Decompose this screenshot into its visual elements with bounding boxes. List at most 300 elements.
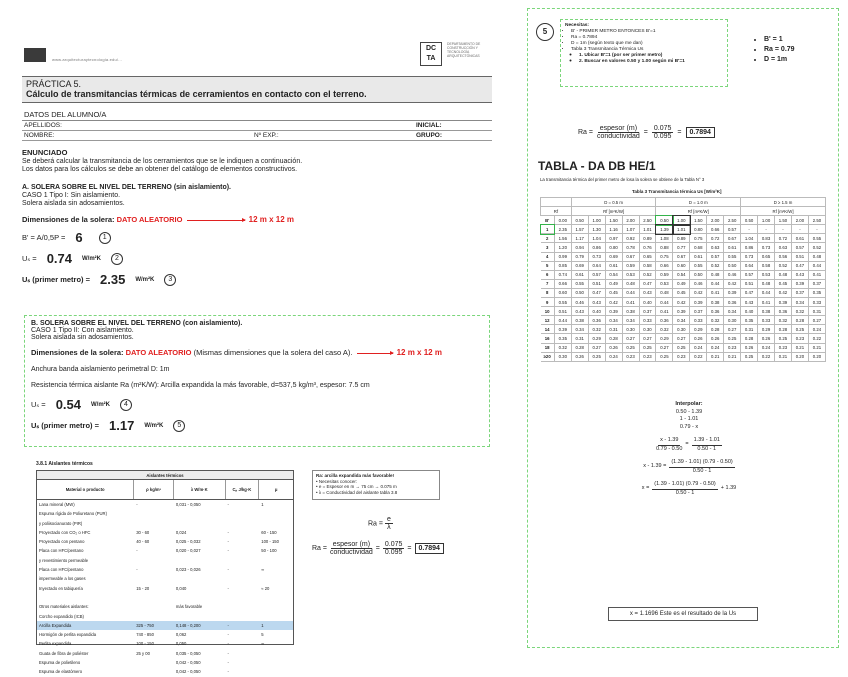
table-cell: 0.48 (758, 279, 775, 288)
table-cell (174, 509, 226, 518)
table-cell: Proyectado con pentano (39, 539, 85, 545)
table-cell: 0.63 (775, 243, 792, 252)
table-header: D ≥ 1.5 m (741, 198, 826, 207)
table-cell: 0.30 (673, 325, 690, 334)
table-cell: 0.41 (622, 298, 639, 307)
table-cell: 0.31 (741, 325, 758, 334)
table-cell: 1 (541, 225, 555, 234)
table-cell: - (227, 539, 229, 545)
table-cell: 0.46 (690, 279, 707, 288)
aislantes-table-title: Aislantes térmicos (37, 471, 293, 480)
table-cell: 0.32 (775, 316, 792, 325)
table-cell: 0,148 - 0,200 (175, 622, 201, 628)
table-cell: Corcho expandido (ICB) (39, 613, 84, 619)
table-cell: 0.28 (791, 316, 808, 325)
transmitancia-table (540, 197, 826, 362)
table-cell: 0.44 (707, 279, 724, 288)
table-cell: 0.45 (775, 279, 792, 288)
table-cell: 0.26 (741, 343, 758, 352)
table-cell: 8 (541, 288, 555, 297)
table-header: Rf [m²K/W] (656, 207, 741, 216)
table-cell: 0.36 (588, 316, 605, 325)
table-cell (259, 574, 293, 583)
table-cell (259, 519, 293, 528)
table-cell: 0.48 (775, 270, 792, 279)
enunciado (22, 149, 492, 174)
needs-list (571, 29, 723, 65)
ra-calculation-right: Ra = $\frac{\text{espesor (m)}}{\text{conductividad}}$ = $\frac{0.075}{0.095}$ = 0.7894 (578, 125, 715, 140)
nombre-field[interactable]: NOMBRE: (24, 132, 55, 140)
table-cell: 0.44 (554, 316, 571, 325)
table-cell: ≈ 20 (261, 585, 270, 591)
table-cell: 0,024 (175, 529, 187, 535)
table-cell (174, 612, 226, 621)
table-cell: 0.27 (588, 343, 605, 352)
table-cell: 0.31 (605, 325, 622, 334)
step-circle: 5 (536, 23, 554, 41)
table-header: D = 0.5 m (571, 198, 656, 207)
table-cell: 1.04 (588, 234, 605, 243)
table-cell: 0.30 (622, 325, 639, 334)
table-cell (226, 509, 260, 518)
table-header: 1.00 (758, 216, 775, 225)
table-row (37, 574, 293, 583)
ra-notes-box: Ra: arcilla expandida más favorable! • Necesitas conocer: • e = Espesor en m → 75 cm → 0.075 m • λ = Conductividad del aislante tabla 3.8 (312, 470, 440, 500)
table-cell: 0.38 (622, 307, 639, 316)
table-cell: - (136, 502, 138, 507)
table-cell: 0.73 (588, 252, 605, 261)
table-cell: 0.25 (639, 343, 656, 352)
table-cell: 0.36 (775, 307, 792, 316)
needs-box: Necesitas: • B' - PRIMER METRO ENTONCES B'=1 • Ra = 0.7894 • D = 1m (según texto que me dan) • Tabla 3 Transmitancia Térmica Us ◦ 1. Ubicar B'=1 (por ser primer metro) ◦ 2. Buscar en valores 0.50 y 1.00 según mi B'=1 (560, 19, 728, 87)
table-cell: 0.34 (724, 307, 741, 316)
table-cell: 0.73 (758, 243, 775, 252)
table-cell: 0.66 (554, 279, 571, 288)
table-cell: Placa con HFC/pentano (39, 567, 84, 573)
table-cell (226, 519, 260, 528)
table-cell: 12 (541, 316, 555, 325)
table-row (37, 667, 293, 676)
table-cell: 1 (261, 502, 264, 507)
table-cell: 0.61 (690, 252, 707, 261)
table-cell: 0,035 - 0,050 (175, 650, 201, 656)
table-cell (134, 602, 174, 611)
table-cell: 9 (541, 298, 555, 307)
list-item: • B' - PRIMER METRO ENTONCES B'=1 (571, 29, 723, 35)
table-cell: 0.48 (707, 270, 724, 279)
table-cell: 30 - 60 (136, 529, 150, 535)
table-cell: 0.25 (741, 352, 758, 361)
us1-line: Uₛ (primer metro) = 2.35 W/m²K 3 (22, 273, 492, 288)
table-cell: 0.51 (741, 279, 758, 288)
table-cell: 0.27 (724, 325, 741, 334)
table-cell: 0.51 (791, 252, 808, 261)
table-header: 1.00 (588, 216, 605, 225)
table-cell: - (758, 225, 775, 234)
table-cell: 0.43 (791, 270, 808, 279)
table-row (37, 658, 293, 667)
anchura: Anchura banda aislamiento perimetral D: 1m (31, 366, 170, 373)
step-circle: 1 (99, 232, 111, 244)
table-cell: 0.45 (673, 288, 690, 297)
table-row (37, 584, 293, 593)
table-cell: 0.69 (571, 261, 588, 270)
table-cell (259, 658, 293, 667)
table-cell: 0.59 (656, 270, 673, 279)
table-cell: 0.26 (707, 334, 724, 343)
table-cell: Hormigón de perlita expandida (39, 632, 97, 638)
table-cell: Espuma rígida de Poliuretano (PUR) (39, 511, 107, 517)
table-cell: 0.44 (758, 288, 775, 297)
list-item: • D = 1m (según texto que me dan) (571, 41, 723, 47)
table-cell: 0.39 (673, 307, 690, 316)
table-cell (37, 593, 134, 602)
table-cell: 0.68 (690, 243, 707, 252)
table-cell: 16 (541, 334, 555, 343)
table-cell: 0.23 (639, 352, 656, 361)
step-circle: 4 (120, 399, 132, 411)
table-cell: 0.24 (707, 343, 724, 352)
table-cell: 0.32 (791, 307, 808, 316)
table-cell: 6 (541, 270, 555, 279)
table-cell: - (227, 669, 229, 675)
table-row (541, 288, 826, 297)
interpolation: Interpolar: 0.50 - 1.39 1 - 1.01 0.79 - x $\frac{x - 1.39}{0.79 - 0.50}$ = $\frac{1.39 - 1.01}{0.50 - 1}$ x - 1.39 = $\frac{(1.39 - 1.01) (0.79 - 0.50)}{0.50 - 1}$ x = $\frac{(1.39 - 1.01) (0.79 - 0.50)}{0.50 - 1}$ + 1.39 (641, 401, 737, 496)
table-cell: 0.41 (758, 298, 775, 307)
us-value: 0.74 (46, 250, 72, 266)
table-cell: 0.33 (758, 316, 775, 325)
table-cell: 100 - 150 (136, 641, 154, 647)
table-cell: 0.88 (656, 243, 673, 252)
table-header: 2.00 (707, 216, 724, 225)
step-circle: 5 (173, 420, 185, 432)
table-cell: 1.57 (571, 225, 588, 234)
table-cell: 0.27 (808, 316, 825, 325)
table-row (541, 270, 826, 279)
table-cell: - (227, 502, 229, 507)
table-cell: 0.57 (724, 225, 741, 234)
table-cell: 0.43 (571, 307, 588, 316)
table-cell: 0.65 (758, 252, 775, 261)
table-header: Rf [m²K/W] (741, 207, 826, 216)
table-header: 0.50 (656, 216, 673, 225)
table-cell: 1.20 (554, 243, 571, 252)
table-row (37, 649, 293, 658)
us-value: 0.54 (55, 397, 81, 412)
table-cell: 1.01 (639, 225, 656, 234)
table-row (541, 252, 826, 261)
table-cell: ≥20 (541, 352, 555, 361)
table-cell: 0.39 (791, 279, 808, 288)
table-cell: 0.39 (690, 298, 707, 307)
table-cell: 0.61 (605, 261, 622, 270)
table-cell: 0.57 (707, 252, 724, 261)
table-cell: 0.55 (690, 261, 707, 270)
table-cell: 0,042 - 0,050 (175, 660, 201, 666)
final-result: x = 1.1696 Este es el resultado de la Us (608, 607, 758, 621)
table-cell: 0.29 (758, 325, 775, 334)
table-cell: impermeable a los gases (39, 576, 86, 582)
table-cell (174, 593, 226, 602)
table-header: 1.50 (775, 216, 792, 225)
step-circle: 3 (164, 274, 176, 286)
table-header (541, 198, 572, 207)
table-cell: 0.46 (571, 298, 588, 307)
table-cell: 0.52 (808, 243, 825, 252)
practica-number: PRÁCTICA 5. (26, 79, 82, 89)
given-values (756, 35, 795, 65)
header (22, 28, 492, 68)
table-cell: - (227, 529, 229, 535)
table-cell: - (808, 225, 825, 234)
enunciado-line2: Los datos para los cálculos se debe an obtener del catálogo de elementos constructivos. (22, 165, 298, 173)
table-cell: Arcilla Expandida (39, 622, 72, 628)
list-item: ◦ 2. Buscar en valores 0.50 y 1.00 según mi B'=1 (579, 59, 723, 65)
table-cell: 0.28 (741, 334, 758, 343)
aislantes-col-headers: Material o producto ρ kg/m³ λ W/m·K Cₚ J/kg·K μ (37, 480, 293, 500)
enunciado-heading: ENUNCIADO (22, 148, 68, 158)
table-cell: - (227, 641, 229, 647)
table-cell: 0.63 (707, 243, 724, 252)
arrow-icon (357, 353, 393, 354)
table-cell: 0.75 (690, 234, 707, 243)
table-cell: 0.37 (808, 279, 825, 288)
table-cell: 0.25 (791, 325, 808, 334)
table-cell: Otros materiales aislantes: (39, 604, 89, 610)
table-cell: 0.49 (605, 279, 622, 288)
table-cell: 0.23 (791, 334, 808, 343)
table-cell: 0.33 (808, 298, 825, 307)
table-cell: 0.27 (673, 334, 690, 343)
list-item: ◦ 1. Ubicar B'=1 (por ser primer metro) (579, 53, 723, 59)
table-cell: 0.24 (605, 352, 622, 361)
table-cell (226, 593, 260, 602)
table-cell: 0.28 (707, 325, 724, 334)
table-row (37, 537, 293, 546)
table-cell: 0.48 (656, 288, 673, 297)
table-cell: 0,025 - 0,032 (175, 539, 201, 545)
inicial-field[interactable]: INICIAL: (416, 122, 442, 130)
table-cell: 0.23 (622, 352, 639, 361)
aislantes-table (36, 470, 294, 675)
table-cell: 0.21 (775, 352, 792, 361)
table-row (37, 546, 293, 555)
table-cell: 0.40 (588, 307, 605, 316)
table-cell: 0.80 (605, 243, 622, 252)
table-cell: 0.30 (554, 352, 571, 361)
section-b-title: B. SOLERA SOBRE EL NIVEL DEL TERRENO (con aislamiento). (31, 320, 243, 327)
table-header: 1.50 (605, 216, 622, 225)
table-cell: 0.29 (656, 334, 673, 343)
table-cell: 0.78 (622, 243, 639, 252)
left-page (22, 28, 492, 288)
table-header: Rf (541, 207, 572, 216)
table-cell: 0.20 (791, 352, 808, 361)
table-cell: 0.36 (707, 307, 724, 316)
table-cell: 0.26 (690, 334, 707, 343)
table-cell: 14 (541, 325, 555, 334)
table-cell: 0.69 (605, 252, 622, 261)
table-row (37, 528, 293, 537)
table-cell: 25 y 00 (136, 650, 150, 656)
table-cell: 0.39 (775, 298, 792, 307)
tabla-subtitle: La transmitancia térmica del primer metro de losa la solera se obtiene de la Tabla N° 3 (540, 177, 705, 182)
table-row (541, 307, 826, 316)
table-cell: 0.45 (605, 288, 622, 297)
table-cell: 0.35 (741, 316, 758, 325)
table-header: 0.50 (741, 216, 758, 225)
table-cell: Placa con HFC/pentano (39, 548, 84, 554)
table-cell: 0.43 (741, 298, 758, 307)
table-cell: - (227, 650, 229, 656)
table-cell: 0,020 - 0,027 (175, 548, 201, 554)
us1-value: 2.35 (100, 271, 126, 287)
list-item: • B' = 1 (764, 35, 795, 45)
section-b-desc: Solera aislada sin adosamientos. (31, 334, 134, 341)
section-a-desc: Solera aislada sin adosamientos. (22, 200, 125, 208)
table-cell: 0.92 (622, 234, 639, 243)
table-cell: 0.67 (673, 252, 690, 261)
table-cell: 0.33 (639, 316, 656, 325)
student-data-title: DATOS DEL ALUMNO/A (22, 110, 492, 122)
table-cell: 0.38 (707, 298, 724, 307)
table-cell: 0.47 (791, 261, 808, 270)
table-cell: 0.61 (791, 234, 808, 243)
table-cell: Proyectado con CO₂ o HFC (39, 529, 91, 535)
ra-calculation: Ra = $\frac{\text{espesor (m)}}{\text{conductividad}}$ = $\frac{0.075}{0.095}$ = 0.7894 (312, 541, 444, 556)
table-cell (134, 574, 174, 583)
tabla-caption: Tabla 3 Transmitancia térmica Us [W/m²K] (632, 189, 722, 194)
table-header: 2.00 (791, 216, 808, 225)
table-cell: 0.25 (724, 334, 741, 343)
table-cell: 0.67 (724, 234, 741, 243)
table-cell: 5 (541, 261, 555, 270)
table-cell: 5 (261, 632, 264, 638)
table-header: B' (541, 216, 555, 225)
table-cell: 0,023 - 0,026 (175, 567, 201, 573)
table-cell: 0.37 (690, 307, 707, 316)
table-row (37, 519, 293, 528)
grupo-field[interactable]: GRUPO: (416, 132, 442, 140)
table-cell: 0.31 (571, 334, 588, 343)
table-cell (259, 612, 293, 621)
table-cell: 0.42 (605, 298, 622, 307)
table-cell: Perlita expandida (39, 641, 72, 647)
table-cell: 0,031 - 0,050 (175, 502, 201, 507)
table-cell (174, 519, 226, 528)
table-cell: 1 (261, 622, 264, 628)
table-cell: 0.36 (724, 298, 741, 307)
table-row (541, 261, 826, 270)
ra-formula: Ra = $\frac{e}{\lambda}$ (368, 516, 391, 531)
section-b-caso: CASO 1 Tipo II: Con aislamiento. (31, 327, 134, 334)
table-row (37, 565, 293, 574)
table-cell: 0.73 (741, 252, 758, 261)
table-cell: 0.27 (656, 343, 673, 352)
apellidos-field[interactable]: APELLIDOS: (24, 122, 62, 130)
table-cell: 100 - 150 (261, 539, 279, 545)
section-a-dimensions: Dimensiones de la solera: DATO ALEATORIO 12 m x 12 m (22, 215, 295, 225)
table-row (541, 325, 826, 334)
table-cell: 0.50 (724, 261, 741, 270)
table-cell: 0.57 (588, 270, 605, 279)
table-cell: 0.64 (588, 261, 605, 270)
table-cell: ∞ (261, 641, 265, 647)
table-cell: y revestimiento permeable (39, 557, 89, 563)
arrow-icon (187, 220, 245, 221)
table-cell: 0.43 (588, 298, 605, 307)
table-cell: 0.53 (622, 270, 639, 279)
table-row (37, 639, 293, 648)
table-cell: 1.08 (656, 234, 673, 243)
table-cell (226, 556, 260, 565)
table-cell (174, 556, 226, 565)
exp-field[interactable]: Nº EXP.: (254, 132, 279, 140)
table-cell: 0.55 (554, 298, 571, 307)
practica-banner (22, 76, 492, 103)
table-cell (134, 509, 174, 518)
table-cell: 0.59 (622, 261, 639, 270)
table-cell (259, 649, 293, 658)
table-cell (174, 574, 226, 583)
table-cell: 1.01 (673, 225, 690, 234)
table-cell: 0.58 (639, 261, 656, 270)
enunciado-line1: Se deberá calcular la transmitancia de los cerramientos que se le indiquen a continuación. (22, 157, 303, 165)
table-cell: 0.57 (791, 243, 808, 252)
table-cell: 0.55 (724, 252, 741, 261)
table-header: D = 1.0 m (656, 198, 741, 207)
table-cell: 0.35 (808, 288, 825, 297)
table-row (37, 509, 293, 518)
table-row (541, 334, 826, 343)
table-cell: 0.33 (690, 316, 707, 325)
table-cell: 0.31 (808, 307, 825, 316)
dimension-value: 12 m x 12 m (396, 348, 442, 357)
table-cell: 0.40 (639, 298, 656, 307)
list-item: • D = 1m (764, 55, 795, 65)
table-cell: 1.56 (554, 234, 571, 243)
table-cell: 10 (541, 307, 555, 316)
table-row (541, 343, 826, 352)
table-cell: 0.52 (707, 261, 724, 270)
table-header: Rf [m²K/W] (571, 207, 656, 216)
table-cell (226, 612, 260, 621)
university-logo (24, 48, 46, 62)
table-cell: más favorable (175, 604, 203, 610)
table-cell: - (741, 225, 758, 234)
table-cell: 0.48 (622, 279, 639, 288)
table-cell: 0.24 (808, 325, 825, 334)
table-cell (226, 574, 260, 583)
table-cell: 0.32 (707, 316, 724, 325)
table-row (37, 556, 293, 565)
b-value: 6 (75, 229, 83, 245)
table-cell: 0.28 (605, 334, 622, 343)
table-cell: 0.25 (656, 352, 673, 361)
table-cell: 2.35 (554, 225, 571, 234)
dcta-logo: DC TA (420, 42, 442, 66)
table-cell: 0.77 (673, 243, 690, 252)
table-cell: 0.83 (758, 234, 775, 243)
table-cell: 0,062 (175, 632, 187, 638)
table-cell: 0.42 (690, 288, 707, 297)
table-header: 2.50 (639, 216, 656, 225)
table-cell: 0.41 (656, 307, 673, 316)
row-nombre (22, 131, 492, 141)
table-cell (259, 667, 293, 676)
us1-line: Uₛ (primer metro) = 1.17 W/m²K 5 (31, 418, 483, 433)
section-b-dimensions: Dimensiones de la solera: DATO ALEATORIO (Mismas dimensiones que la solera del caso A). 12 m x 12 m (31, 348, 442, 357)
